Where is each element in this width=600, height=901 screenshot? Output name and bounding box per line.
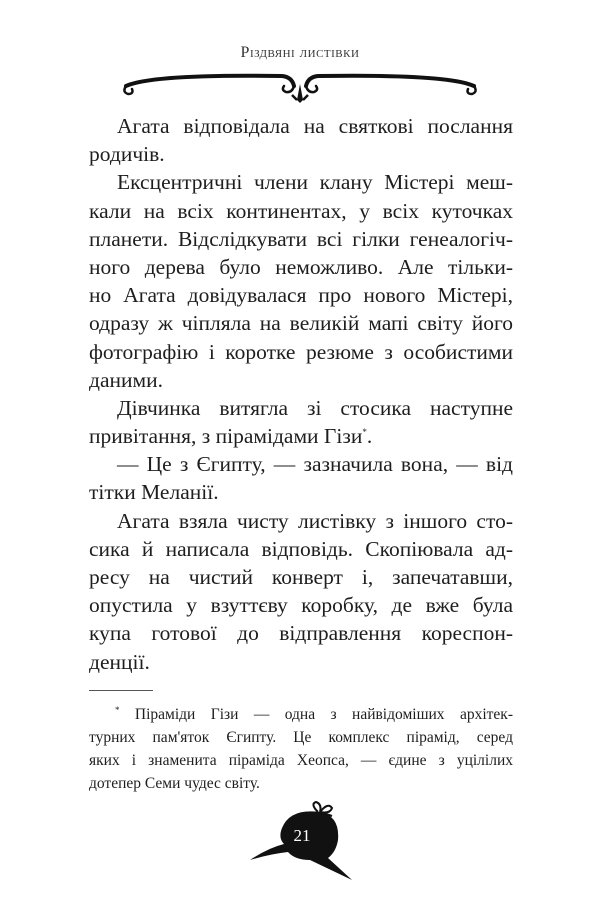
footnote [89, 703, 513, 795]
text-line: родичів. [89, 142, 165, 167]
text-line: Агата взяла чисту листівку з іншого сто- [117, 508, 513, 533]
text-line: — Це з Єгипту, — зазначила вона, — від [117, 452, 513, 477]
text-line: привітання, з пірамідами Гізи*. [89, 424, 373, 449]
text-line: опустила у взуттєву коробку, де вже була [89, 593, 513, 618]
text-line: Ексцентричні члени клану Містері меш- [117, 170, 513, 195]
text-line: даними. [89, 367, 163, 392]
text-line: тітки Меланії. [89, 480, 219, 505]
text-line: но Агата довідувалася про нового Містері, [89, 283, 513, 308]
text-line: ного дерева було неможливо. Але тільки- [89, 254, 513, 279]
text-line: планети. Відслідкувати всі гілки генеалогіч- [89, 226, 513, 251]
footnote-line [89, 703, 513, 726]
footnote-divider [89, 690, 153, 691]
text-span: Піраміди Гізи — одна з найвідоміших архітек- [134, 706, 513, 723]
body-text [89, 112, 513, 676]
text-line: купа готової до відправлення кореспон- [89, 621, 513, 646]
footnote-line: яких і знаменита піраміда Хеопса, — єдине з уцілілих [89, 752, 513, 769]
text-line: фотографію і коротке резюме з особистими [89, 339, 513, 364]
text-line: кали на всіх континентах, у всіх куточках [89, 198, 513, 223]
text-line: Дівчинка витягла зі стосика наступне [117, 395, 513, 420]
text-line: денції. [89, 649, 150, 674]
ornament-divider-icon [112, 68, 488, 104]
text-line: одразу ж чіпляла на великій мапі світу його [89, 311, 513, 336]
footnote-ref: * [362, 426, 367, 437]
footnote-line: турних пам'яток Єгипту. Це комплекс пірамід, серед [89, 729, 513, 746]
page-number: 21 [293, 826, 311, 845]
running-header: Різдвяні листівки [240, 44, 360, 61]
footnote-line: дотепер Семи чудес світу. [89, 775, 260, 792]
text-line: Агата відповідала на святкові послання [117, 114, 513, 138]
text-span: привітання, з пірамідами Гізи [89, 424, 363, 449]
footnote-mark: * [115, 704, 120, 715]
text-line: ресу на чистий конверт і, запечатавши, [89, 565, 513, 589]
text-line: сика й написала відповідь. Скопіювала ад- [89, 536, 513, 561]
